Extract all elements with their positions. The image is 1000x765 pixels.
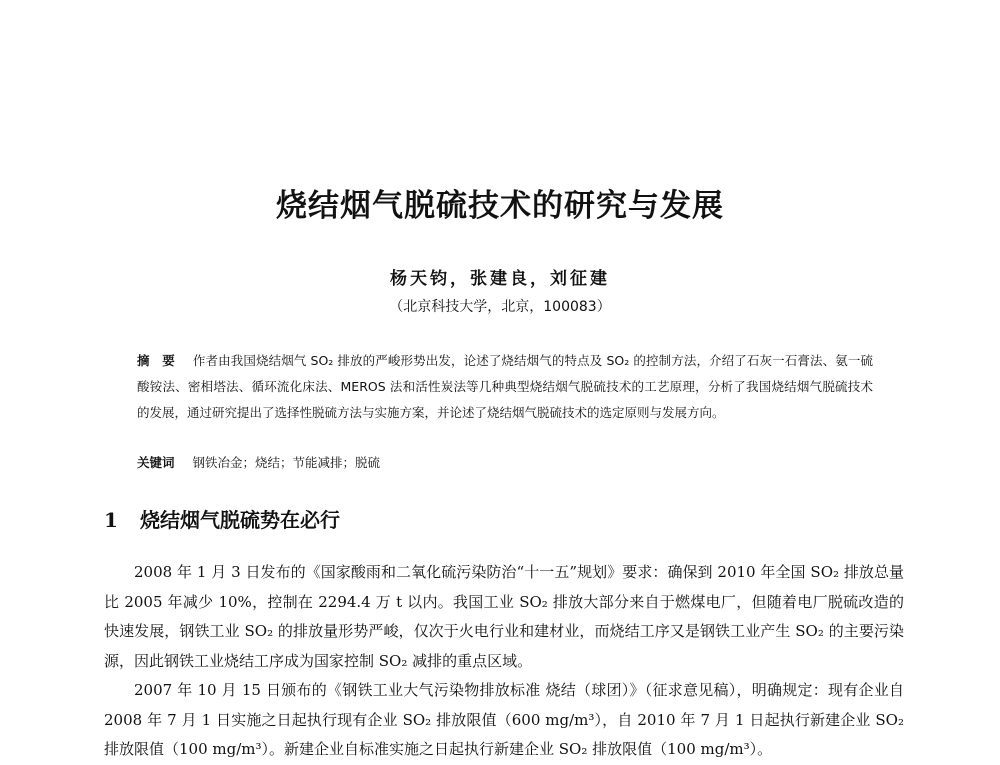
keywords-text: 钢铁冶金；烧结；节能减排；脱硫 bbox=[192, 455, 381, 470]
section-title: 烧结烟气脱硫势在必行 bbox=[140, 508, 340, 532]
author-affiliation: （北京科技大学，北京，100083） bbox=[389, 299, 611, 315]
abstract-label: 摘 要 bbox=[137, 353, 175, 368]
paper-title: 烧结烟气脱硫技术的研究与发展 bbox=[276, 188, 724, 224]
keywords bbox=[137, 453, 873, 471]
body-text bbox=[104, 558, 904, 765]
abstract-text: 作者由我国烧结烟气 SO₂ 排放的严峻形势出发，论述了烧结烟气的特点及 SO₂ 的控制方法，介绍了石灰一石膏法、氨一硫酸铵法、密相塔法、循环流化床法、MEROS 法和活性炭法等几种典型烧结烟气脱硫技术的工艺原理，分析了我国烧结烟气脱硫技术的发展，通过研究提出了选择性脱硫方法与实施方案，并论述了烧结烟气脱硫技术的选定原则与发展方向。 bbox=[137, 353, 873, 420]
paragraph-2: 2007 年 10 月 15 日颁布的《钢铁工业大气污染物排放标准 烧结（球团）》（征求意见稿），明确规定：现有企业自 2008 年 7 月 1 日实施之日起执行现有企业 SO₂ 排放限值（600 mg/m³），自 2010 年 7 月 1 日起执行新建企业 SO₂ 排放限值（100 mg/m³）。新建企业自标准实施之日起执行新建企业 SO₂ 排放限值（100 mg/m³）。 bbox=[104, 681, 904, 758]
section-heading bbox=[104, 504, 340, 533]
section-number: 1 bbox=[104, 508, 118, 532]
abstract bbox=[137, 348, 873, 426]
paragraph-1: 2008 年 1 月 3 日发布的《国家酸雨和二氧化硫污染防治“十一五”规划》要求：确保到 2010 年全国 SO₂ 排放总量比 2005 年减少 10%，控制在 2294.4 万 t 以内。我国工业 SO₂ 排放大部分来自于燃煤电厂，但随着电厂脱硫改造的快速发展，钢铁工业 SO₂ 的排放量形势严峻，仅次于火电行业和建材业，而烧结工序又是钢铁工业产生 SO₂ 的主要污染源，因此钢铁工业烧结工序成为国家控制 SO₂ 减排的重点区域。 bbox=[104, 563, 904, 670]
keywords-label: 关键词 bbox=[137, 455, 175, 470]
author-list: 杨天钧，张建良，刘征建 bbox=[390, 269, 610, 289]
